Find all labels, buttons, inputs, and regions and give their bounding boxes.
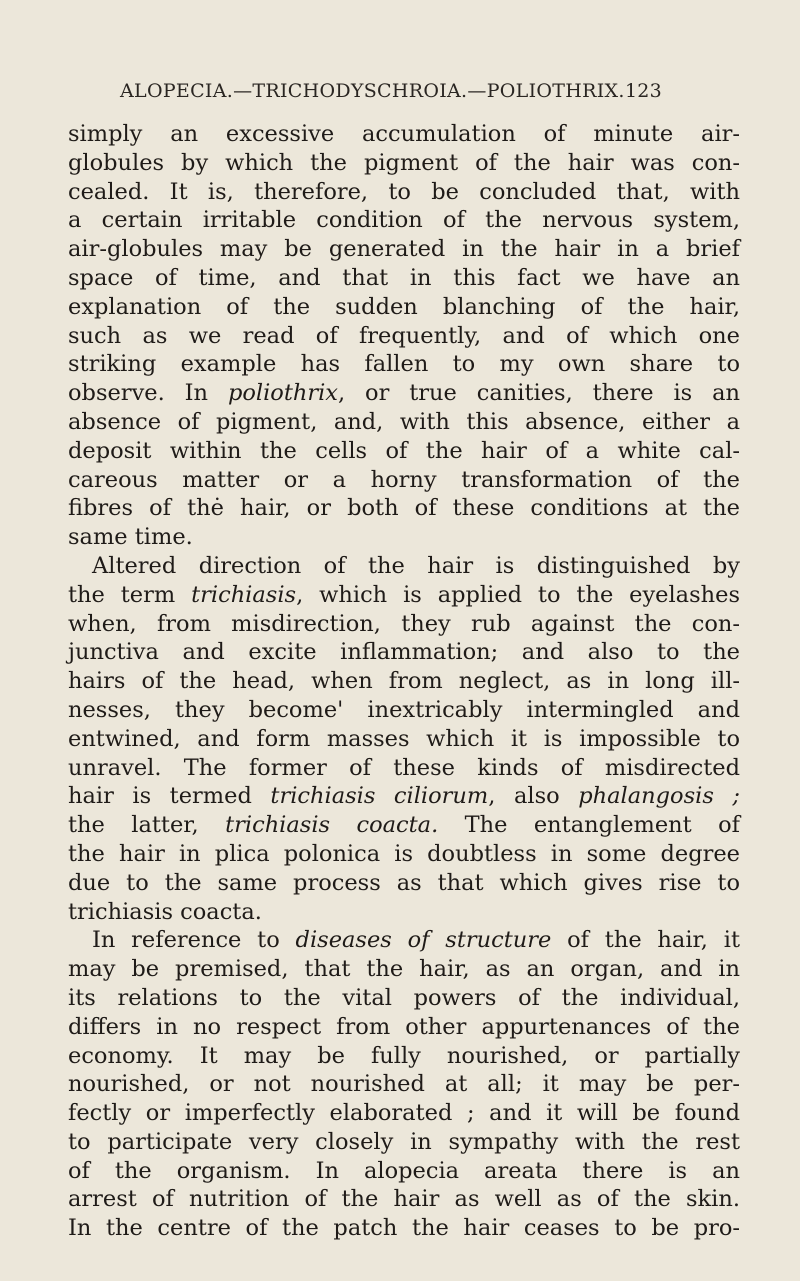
text-segment: , which is applied to the eyelashes: [296, 581, 740, 608]
text-segment: of the organism. In alopecia areata there is an: [68, 1157, 740, 1184]
text-segment: hairs of the head, when from neglect, as in long ill-: [68, 668, 740, 695]
text-segment: the term: [68, 581, 192, 608]
text-segment: nesses, they become' inextricably intermingled and: [68, 696, 740, 723]
italic-term: trichiasis coacta.: [225, 812, 439, 839]
italic-term: poliothrix: [227, 380, 338, 407]
italic-term: diseases of structure: [295, 927, 552, 954]
text-segment: such as we read of frequently, and of which one: [68, 322, 740, 349]
text-segment: arrest of nutrition of the hair as well as of the skin.: [68, 1186, 740, 1213]
text-line: [68, 494, 740, 523]
text-segment: air-globules may be generated in the hair in a brief: [68, 236, 740, 263]
running-title: ALOPECIA.—TRICHODYSCHROIA.—POLIOTHRIX.: [120, 80, 625, 102]
text-segment: In the centre of the patch the hair ceases to be pro-: [68, 1215, 740, 1242]
text-line: [68, 754, 740, 783]
text-line: [68, 1128, 740, 1157]
text-line: [68, 869, 740, 898]
text-segment: the latter,: [68, 812, 226, 839]
text-segment: The entanglement of: [438, 812, 740, 839]
text-segment: its relations to the vital powers of the individual,: [68, 984, 740, 1011]
text-line: [68, 898, 740, 927]
text-segment: same time.: [68, 524, 193, 551]
text-line: [68, 120, 740, 149]
text-line: [68, 437, 740, 466]
text-segment: absence of pigment, and, with this absence, either a: [68, 408, 740, 435]
text-line: [68, 1157, 740, 1186]
text-segment: deposit within the cells of the hair of a white cal-: [68, 437, 740, 464]
page-header: [120, 80, 660, 102]
text-line: [68, 1214, 740, 1243]
text-segment: when, from misdirection, they rub against the con-: [68, 610, 740, 637]
text-segment: hair is termed: [68, 783, 271, 810]
text-line: [68, 1042, 740, 1071]
text-line: [68, 840, 740, 869]
text-segment: globules by which the pigment of the hair was con-: [68, 149, 740, 176]
text-segment: cealed. It is, therefore, to be concluded that, with: [68, 178, 740, 205]
text-line: [68, 379, 740, 408]
text-line: [68, 1185, 740, 1214]
text-segment: observe. In: [68, 380, 228, 407]
text-segment: junctiva and excite inflammation; and also to the: [68, 639, 740, 666]
text-segment: Altered direction of the hair is distinguished by: [92, 552, 740, 579]
text-segment: careous matter or a horny transformation of the: [68, 466, 740, 493]
text-segment: fibres of thė hair, or both of these conditions at the: [68, 495, 740, 522]
text-line: [68, 293, 740, 322]
italic-term: trichiasis ciliorum: [270, 783, 489, 810]
text-line: [68, 782, 740, 811]
text-segment: striking example has fallen to my own share to: [68, 351, 740, 378]
text-line: [68, 552, 740, 581]
text-segment: unravel. The former of these kinds of misdirected: [68, 754, 740, 781]
text-segment: to participate very closely in sympathy with the rest: [68, 1128, 740, 1155]
italic-term: trichiasis: [191, 581, 297, 608]
page-number: 123: [625, 80, 662, 102]
text-line: [68, 322, 740, 351]
text-line: [68, 1013, 740, 1042]
text-line: [68, 408, 740, 437]
text-line: [68, 610, 740, 639]
text-segment: economy. It may be fully nourished, or partially: [68, 1042, 740, 1069]
text-segment: the hair in plica polonica is doubtless in some degree: [68, 840, 740, 867]
text-segment: trichiasis coacta.: [68, 898, 262, 925]
text-line: [68, 523, 740, 552]
text-segment: simply an excessive accumulation of minute air-: [68, 121, 740, 147]
text-line: [68, 696, 740, 725]
text-segment: a certain irritable condition of the nervous system,: [68, 207, 740, 234]
text-line: [68, 984, 740, 1013]
text-segment: due to the same process as that which gives rise to: [68, 869, 740, 896]
text-line: [68, 955, 740, 984]
text-segment: may be premised, that the hair, as an organ, and in: [68, 956, 740, 983]
text-line: [68, 466, 740, 495]
text-line: [68, 1099, 740, 1128]
text-segment: differs in no respect from other appurtenances of the: [68, 1013, 740, 1040]
text-segment: fectly or imperfectly elaborated ; and it will be found: [68, 1100, 740, 1127]
text-line: [68, 235, 740, 264]
body-text: [68, 120, 740, 1243]
text-line: [68, 926, 740, 955]
text-segment: explanation of the sudden blanching of the hair,: [68, 293, 740, 320]
text-line: [68, 725, 740, 754]
text-line: [68, 264, 740, 293]
text-segment: of the hair, it: [551, 927, 740, 954]
text-segment: entwined, and form masses which it is impossible to: [68, 725, 740, 752]
text-line: [68, 1070, 740, 1099]
text-segment: space of time, and that in this fact we have an: [68, 264, 740, 291]
text-line: [68, 581, 740, 610]
text-line: [68, 350, 740, 379]
text-segment: , also: [488, 783, 579, 810]
text-segment: nourished, or not nourished at all; it may be per-: [68, 1071, 740, 1098]
text-line: [68, 149, 740, 178]
text-line: [68, 638, 740, 667]
text-line: [68, 206, 740, 235]
text-segment: , or true canities, there is an: [338, 380, 740, 407]
text-line: [68, 811, 740, 840]
text-line: [68, 178, 740, 207]
text-line: [68, 667, 740, 696]
italic-term: phalangosis ;: [578, 783, 740, 810]
text-segment: In reference to: [92, 927, 296, 954]
